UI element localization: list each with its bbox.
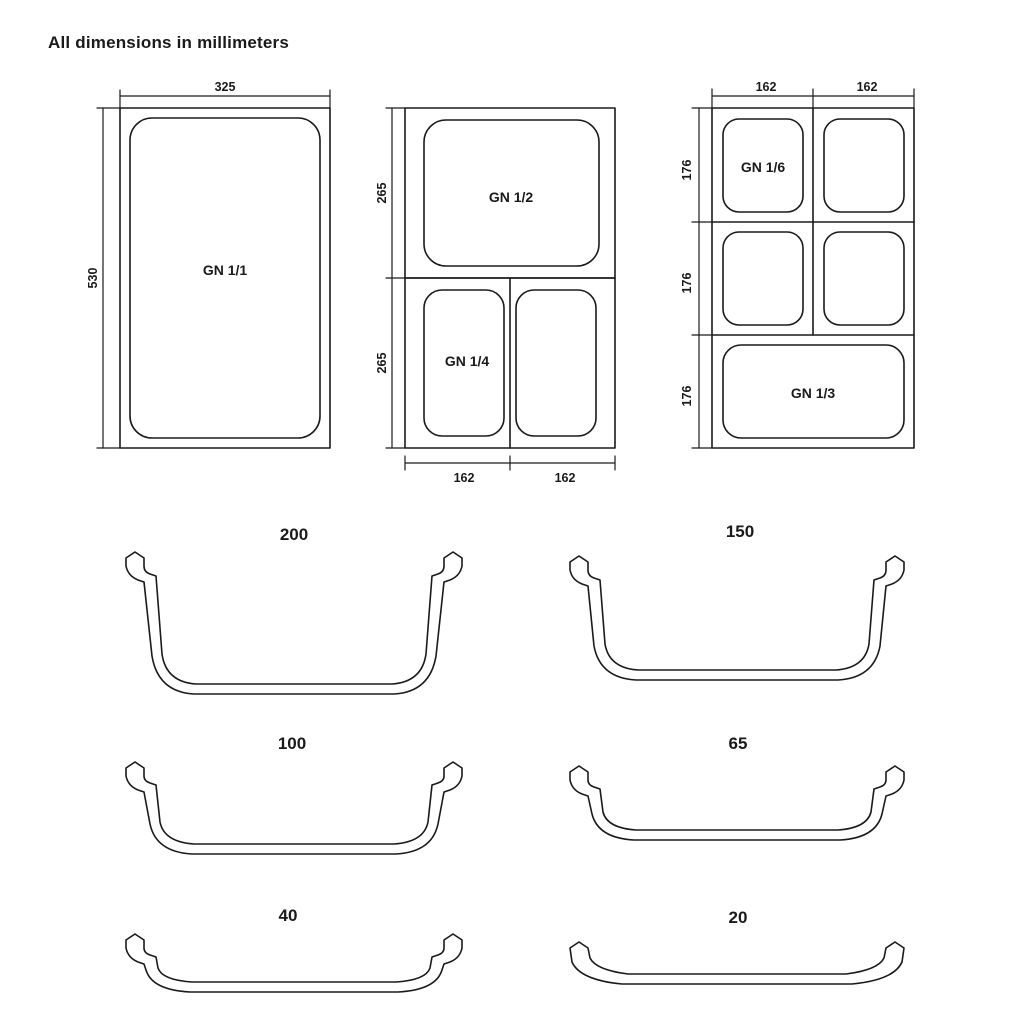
label-gn-1-1: GN 1/1 (202, 262, 248, 278)
depth-label-20: 20 (728, 908, 748, 927)
depth-label-65: 65 (728, 734, 748, 753)
pan-depth-20 (570, 942, 904, 984)
pan-depth-65 (570, 766, 904, 840)
label-gn-1-2: GN 1/2 (488, 189, 534, 205)
pan-depth-150 (570, 556, 904, 680)
depth-label-40: 40 (278, 906, 298, 925)
label-gn-1-4: GN 1/4 (444, 353, 490, 369)
dim-162-bottom-left: 162 (453, 471, 475, 485)
depth-label-200: 200 (279, 525, 309, 544)
dim-265-bottom: 265 (375, 352, 389, 374)
dim-265-top: 265 (375, 182, 389, 204)
depth-label-100: 100 (277, 734, 307, 753)
dim-162-top-right: 162 (856, 80, 878, 94)
label-gn-1-3: GN 1/3 (790, 385, 836, 401)
gn-half-quarter-plan (386, 108, 615, 470)
pan-depth-100 (126, 762, 462, 854)
label-gn-1-6: GN 1/6 (740, 159, 786, 175)
dim-176-row1: 176 (680, 159, 694, 181)
page-title: All dimensions in millimeters (48, 33, 290, 52)
depth-label-150: 150 (725, 522, 755, 541)
dim-162-bottom-right: 162 (554, 471, 576, 485)
pan-depth-40 (126, 934, 462, 992)
dim-176-row2: 176 (680, 272, 694, 294)
dim-162-top-left: 162 (755, 80, 777, 94)
dim-530: 530 (86, 267, 100, 289)
dim-325: 325 (214, 80, 236, 94)
dim-176-row3: 176 (680, 385, 694, 407)
pan-depth-200 (126, 552, 462, 694)
